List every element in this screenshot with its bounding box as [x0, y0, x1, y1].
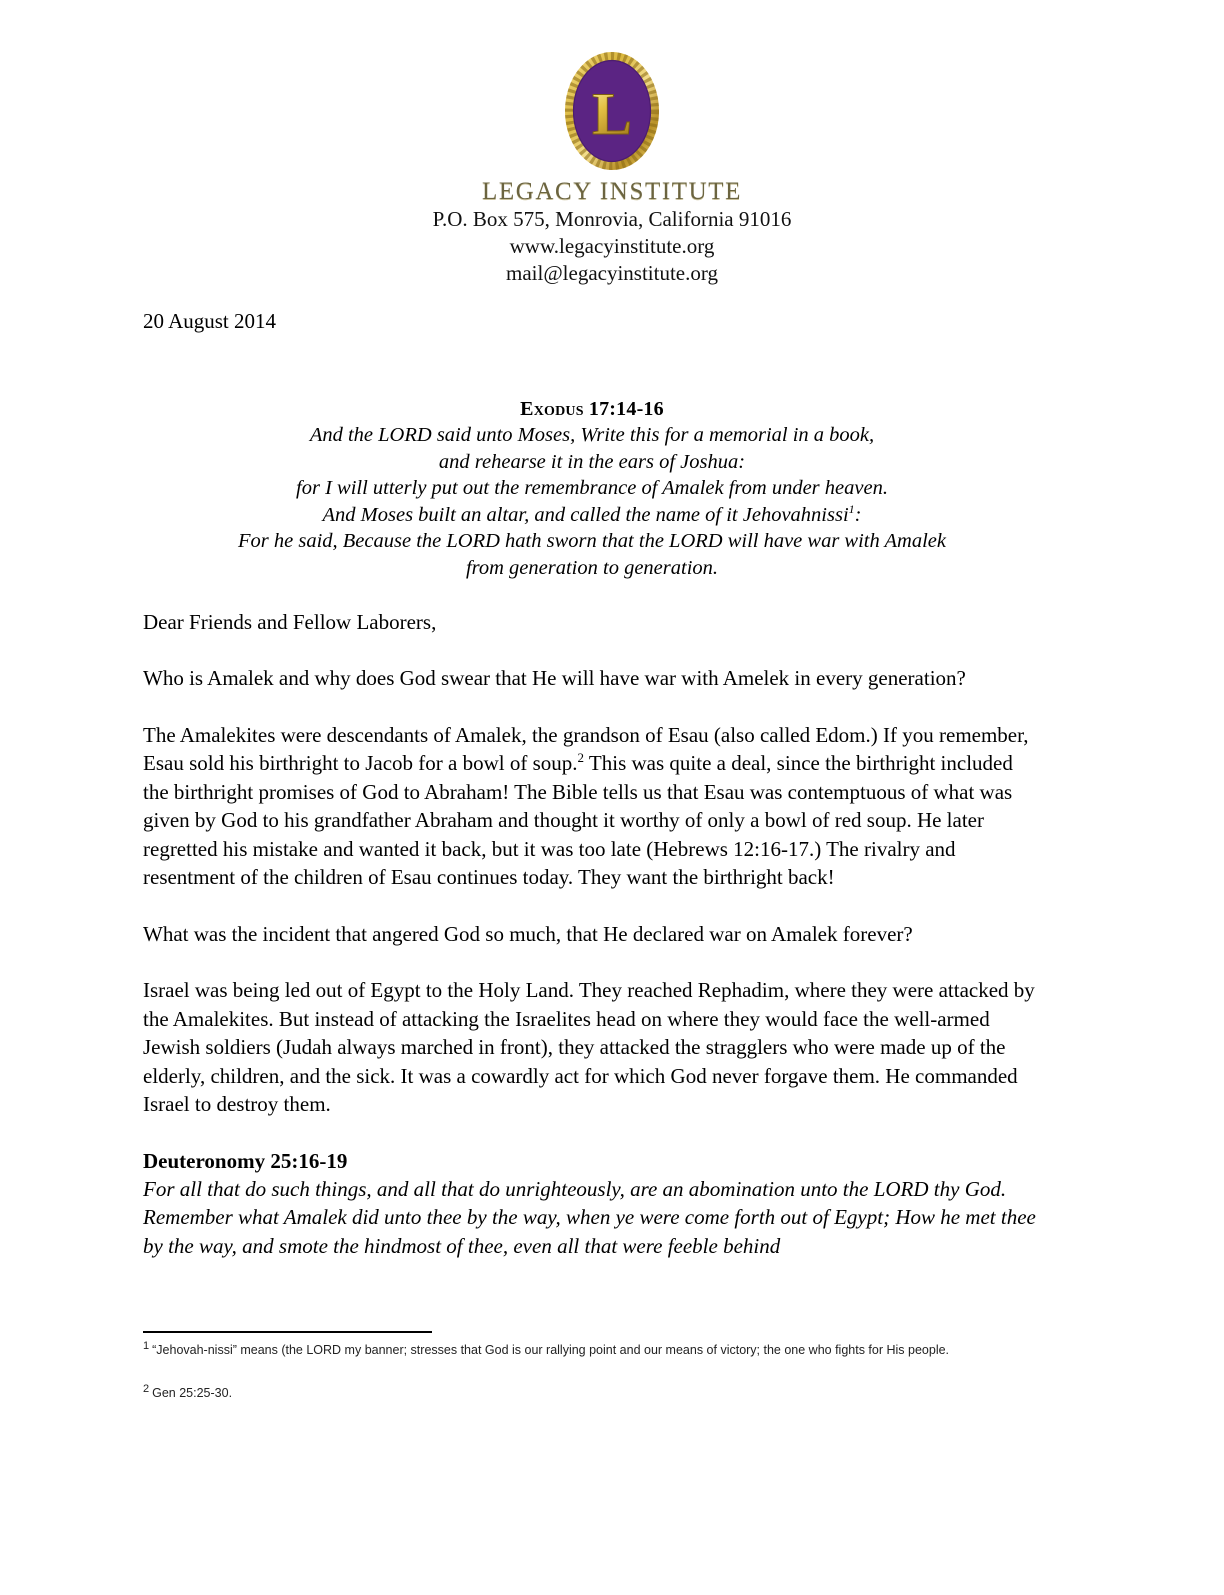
spacer [143, 693, 1041, 721]
logo-container [0, 52, 1224, 174]
footnote-2-text: Gen 25:25-30. [152, 1386, 233, 1400]
spacer [143, 948, 1041, 976]
paragraph-amalekites [143, 721, 1041, 892]
deuteronomy-quote: For all that do such things, and all that do unrighteously, are an abomination unto the LORD thy God. Remember what Amalek did unto thee by the way, when ye were come forth out of Egypt; How he met thee by the way, and smote the hindmost of thee, even all that were feeble behind [143, 1176, 1036, 1258]
footnote-ref-2[interactable]: 2 [577, 750, 585, 765]
scripture-reference: Exodus 17:14-16 [520, 398, 664, 420]
footnote-separator [143, 1331, 432, 1333]
organization-name: LEGACY INSTITUTE [481, 178, 743, 205]
scripture-line-4 [143, 502, 1041, 529]
paragraph-who-is-amalek: Who is Amalek and why does God swear that He will have war with Amelek in every generation? [143, 666, 966, 690]
scripture-line-1: And the LORD said unto Moses, Write this for a memorial in a book, [309, 424, 875, 446]
letter-body [143, 608, 1041, 1260]
spacer [143, 636, 1041, 664]
spacer [143, 892, 1041, 920]
scripture-line-4-colon: : [854, 503, 862, 526]
paragraph-israel-rephadim: Israel was being led out of Egypt to the Holy Land. They reached Rephadim, where they were attacked by the Amalekites. But instead of attacking the Israelites head on where they would face the well-armed Jewish soldiers (Judah always marched in front), they attacked the stragglers who were made up of the elderly, children, and the sick. It was a cowardly act for which God never forgave them. He commanded Israel to destroy them. [143, 978, 1035, 1116]
email-address: mail@legacyinstitute.org [506, 261, 718, 285]
footnote-1-text: “Jehovah-nissi” means (the LORD my banner; stresses that God is our rallying point and our means of victory; the one who fights for His people. [152, 1343, 950, 1357]
svg-text:L: L [591, 81, 633, 147]
scripture-epigraph [143, 362, 1041, 581]
letter-date: 20 August 2014 [143, 309, 277, 333]
postal-address: P.O. Box 575, Monrovia, California 91016 [432, 207, 792, 231]
letterhead [0, 0, 1224, 287]
scripture-line-3: for I will utterly put out the remembrance of Amalek from under heaven. [296, 477, 888, 499]
scripture-block [143, 396, 1041, 581]
scripture-line-5: For he said, Because the LORD hath sworn that the LORD will have war with Amalek [238, 530, 946, 552]
salutation: Dear Friends and Fellow Laborers, [143, 610, 437, 634]
footnote-1-marker: 1 [143, 1339, 150, 1352]
footnote-1 [143, 1340, 1041, 1361]
scripture-line-2: and rehearse it in the ears of Joshua: [438, 450, 746, 473]
footnote-2 [143, 1383, 1041, 1404]
scripture-line-6: from generation to generation. [465, 556, 719, 579]
spacer [143, 1119, 1041, 1147]
paragraph-amalekites-part2: This was quite a deal, since the birthright included the birthright promises of God to Abraham! The Bible tells us that Esau was contemptuous of what was given by God to his grandfather Abraham and thought it worthy of only a bowl of red soup. He later regretted his mistake and wanted it back, but it was too late (Hebrews 12:16-17.) The rivalry and resentment of the children of Esau continues today. They want the birthright back! [143, 751, 1013, 889]
footnote-ref-1[interactable]: 1 [848, 501, 855, 516]
website-url: www.legacyinstitute.org [509, 234, 715, 258]
footnote-2-marker: 2 [143, 1382, 150, 1395]
paragraph-amalekites-part1: The Amalekites were descendants of Amalek, the grandson of Esau (also called Edom.) If you remember, Esau sold his birthright to Jacob for a bowl of soup. [143, 722, 1029, 775]
deuteronomy-heading: Deuteronomy 25:16-19 [143, 1148, 348, 1173]
date-line [143, 308, 1041, 334]
scripture-line-4-text: And Moses built an altar, and called the name of it Jehovahnissi [322, 503, 849, 526]
legacy-institute-logo-icon [564, 52, 660, 174]
footnote-area [143, 1340, 1041, 1404]
paragraph-what-incident: What was the incident that angered God so much, that He declared war on Amalek forever? [143, 921, 913, 946]
